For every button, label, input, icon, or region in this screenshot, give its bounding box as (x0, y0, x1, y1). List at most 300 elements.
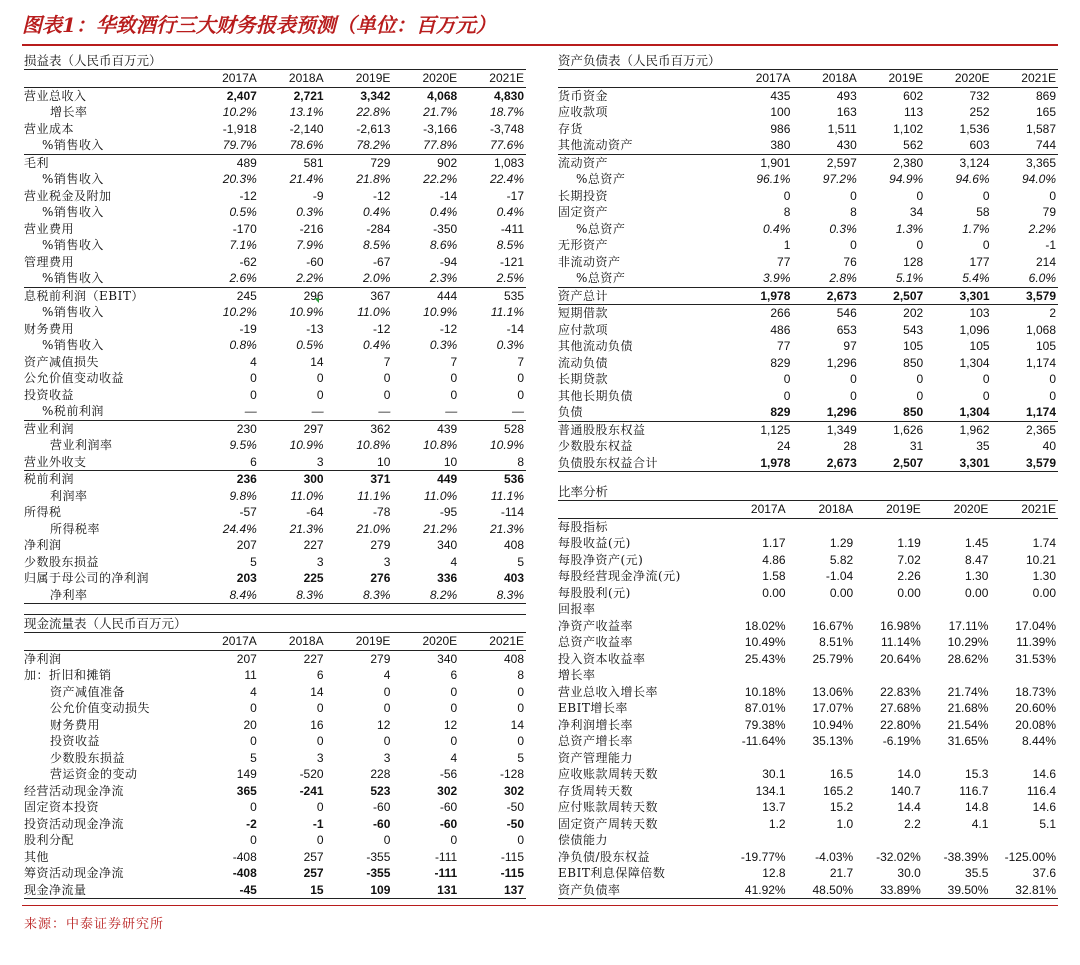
row-label: %销售收入 (24, 137, 192, 154)
table-row (24, 816, 526, 833)
row-label: 净利润增长率 (558, 717, 634, 732)
row-label: 固定资产周转天数 (558, 816, 659, 831)
value-cell: 230 (236, 421, 257, 436)
value-cell: 76 (843, 254, 857, 269)
value-cell: 0 (1049, 372, 1056, 386)
value-cell: 8 (850, 205, 857, 219)
ratio-analysis-panel (558, 483, 1058, 899)
row-label: 营业税金及附加 (24, 188, 112, 203)
table-row (558, 816, 1058, 833)
row-label: 固定资产 (558, 205, 609, 219)
table-row (558, 882, 1058, 899)
value-cell: 1,304 (925, 404, 991, 421)
value-cell: 227 (303, 538, 324, 552)
value-cell: 2,673 (792, 455, 858, 472)
row-label: %销售收入 (42, 305, 104, 319)
value-cell: 829 (770, 355, 791, 370)
value-cell: 3 (383, 554, 391, 569)
table-row (558, 700, 1058, 717)
row-label: 其他流动资产 (558, 137, 726, 154)
value-cell: -284 (366, 221, 391, 236)
value-cell: 14 (310, 684, 324, 699)
table-row (558, 651, 1058, 668)
income-statement-panel (24, 52, 526, 604)
row-label: 流动资产 (558, 155, 609, 170)
value-cell: 236 (236, 472, 257, 486)
table-row (558, 254, 1058, 271)
table-row (558, 799, 1058, 816)
value-cell: 18.02% (744, 618, 786, 633)
value-cell: 4 (383, 668, 391, 682)
row-label: 每股净资产(元) (558, 552, 644, 567)
value-cell: 7 (383, 354, 391, 369)
value-cell: -111 (434, 866, 458, 880)
value-cell: -95 (439, 505, 458, 519)
row-label: 所得税 (24, 505, 62, 519)
value-cell: 3 (316, 750, 324, 765)
value-cell: -170 (232, 221, 257, 236)
value-cell: 0 (783, 372, 791, 386)
value-cell: 7 (450, 354, 458, 369)
row-label: 长期贷款 (558, 372, 609, 386)
value-cell: 2,597 (826, 155, 857, 170)
value-cell: 2,365 (1025, 422, 1056, 437)
value-cell: 35.5 (965, 866, 989, 880)
value-cell: 8.51% (819, 635, 854, 649)
value-cell: 8.6% (429, 238, 458, 252)
value-cell: 77 (777, 339, 791, 353)
value-cell: 13.06% (812, 684, 854, 699)
value-cell: 0 (450, 701, 458, 715)
row-label: 现金净流量 (24, 882, 192, 899)
value-cell: 2.5% (459, 270, 526, 287)
value-cell: 4,068 (427, 88, 458, 103)
value-cell: 362 (370, 421, 391, 436)
value-cell: 0 (850, 188, 857, 203)
value-cell: 0 (982, 238, 990, 252)
table-row (558, 568, 1058, 585)
value-cell: 18.73% (1015, 684, 1056, 699)
row-label: 资产减值损失 (24, 354, 100, 369)
value-cell: 0 (982, 188, 990, 203)
row-label: 固定资本投资 (24, 800, 100, 814)
value-cell: -1 (312, 816, 324, 831)
table-row (24, 337, 526, 354)
table-row (24, 587, 526, 604)
value-cell: 77.6% (459, 137, 526, 154)
table-row (558, 618, 1058, 635)
row-label: 净利润 (24, 538, 62, 552)
value-cell: 1,096 (959, 322, 990, 337)
value-cell: 137 (459, 882, 526, 899)
row-label: 应收款项 (558, 105, 609, 119)
row-label: 少数股东损益 (24, 554, 100, 569)
value-cell: 17.11% (948, 618, 989, 633)
row-label: 投资收益 (50, 734, 101, 748)
value-cell: 0.3% (496, 338, 524, 352)
table-row (24, 488, 526, 505)
value-cell: 1,174 (1025, 355, 1056, 370)
value-cell (990, 667, 1058, 684)
value-cell: 1.30 (965, 569, 989, 583)
value-cell: -520 (299, 767, 324, 781)
value-cell: 1,349 (826, 422, 857, 437)
value-cell: 0.8% (229, 338, 257, 352)
value-cell: -32.02% (876, 849, 921, 864)
value-cell (720, 518, 788, 535)
value-cell: 8 (517, 668, 524, 682)
value-cell: 297 (303, 421, 324, 436)
cashflow-statement-title: 现金流量表（人民币百万元） (24, 614, 526, 633)
year-header-cell: 2021E (992, 70, 1058, 87)
value-cell: 21.68% (947, 701, 989, 715)
value-cell: -128 (499, 767, 524, 781)
value-cell: 165 (1035, 105, 1056, 119)
value-cell: 177 (969, 254, 990, 269)
row-label: %销售收入 (24, 270, 192, 287)
value-cell: 0.5% (296, 338, 324, 352)
value-cell: 0 (916, 238, 924, 252)
value-cell: 31 (909, 439, 924, 453)
row-label: 少数股东损益 (50, 750, 126, 765)
value-cell: -1.04 (825, 569, 854, 583)
value-cell: 11 (244, 668, 257, 682)
value-cell: -2,613 (356, 121, 391, 136)
value-cell: 8.2% (392, 587, 459, 604)
value-cell: -241 (299, 783, 324, 798)
value-cell: 113 (904, 105, 924, 119)
value-cell: 543 (903, 322, 924, 337)
value-cell: -19 (239, 321, 257, 336)
table-row (558, 287, 1058, 305)
value-cell: 0 (850, 238, 857, 252)
value-cell: 103 (969, 306, 990, 320)
value-cell: — (326, 403, 393, 420)
value-cell: 252 (969, 105, 990, 119)
row-label: 营业总收入 (24, 88, 87, 103)
value-cell: 10.21 (1025, 552, 1056, 567)
year-header-cell: 2018A (788, 501, 856, 518)
value-cell: 21.2% (423, 521, 458, 536)
value-cell: 15.3 (965, 767, 989, 781)
value-cell: 17.07% (812, 701, 854, 715)
value-cell: 0 (383, 701, 391, 715)
row-label: 每股股利(元) (558, 585, 631, 600)
value-cell: 15.2 (829, 800, 854, 814)
header-label-cell (558, 70, 726, 87)
table-row (558, 733, 1058, 750)
value-cell: 28 (843, 439, 857, 453)
value-cell: 16.67% (812, 618, 854, 633)
value-cell: 17.04% (1015, 618, 1056, 633)
value-cell (923, 518, 991, 535)
value-cell: 10.9% (423, 305, 458, 319)
value-cell: 0.00 (1032, 585, 1056, 600)
table-row (558, 634, 1058, 651)
value-cell: 10.9% (489, 438, 524, 452)
value-cell: 0 (383, 387, 391, 402)
value-cell: 30.1 (762, 767, 786, 781)
value-cell: 10.18% (744, 684, 786, 699)
value-cell: 34 (909, 205, 924, 219)
year-header-row (24, 633, 526, 650)
row-label: 每股收益(元) (558, 536, 631, 550)
value-cell: 986 (770, 121, 791, 136)
value-cell: 0 (982, 372, 990, 386)
value-cell: 11.1% (490, 488, 524, 503)
value-cell: 1.58 (762, 569, 786, 583)
value-cell: 40 (1042, 439, 1056, 453)
table-row (24, 137, 526, 154)
value-cell: 1 (783, 238, 791, 252)
table-row (558, 322, 1058, 339)
value-cell: 439 (437, 421, 458, 436)
row-label: 财务费用 (24, 321, 75, 336)
value-cell: 1.7% (962, 221, 990, 236)
value-cell: -355 (366, 866, 391, 880)
value-cell: 25.79% (812, 651, 854, 666)
value-cell: -60 (439, 816, 458, 831)
value-cell: 8 (783, 205, 791, 219)
value-cell: 134.1 (755, 783, 786, 798)
row-label: EBIT增长率 (558, 701, 628, 715)
balance-sheet-table (558, 70, 1058, 472)
value-cell: 449 (437, 472, 458, 486)
table-row (558, 684, 1058, 701)
value-cell: -2 (246, 816, 257, 831)
value-cell: 30.0 (897, 866, 921, 880)
value-cell: -60 (439, 800, 458, 814)
row-label: 资产总计 (558, 287, 726, 305)
value-cell: 0 (450, 371, 458, 385)
value-cell: 31.53% (1015, 651, 1056, 666)
value-cell: 850 (903, 355, 924, 370)
value-cell: 300 (303, 472, 324, 486)
row-label: %销售收入 (42, 238, 104, 252)
value-cell: 8.3% (459, 587, 526, 604)
value-cell: 6 (316, 668, 324, 682)
table-row (558, 552, 1058, 569)
row-label: 其他流动负债 (558, 339, 634, 353)
value-cell: 435 (770, 88, 791, 103)
table-row (24, 471, 526, 488)
value-cell: 10.94% (812, 717, 854, 732)
value-cell: 430 (792, 137, 858, 154)
value-cell: 21.7% (423, 105, 458, 119)
table-row (558, 585, 1058, 602)
value-cell: 0.4% (496, 205, 524, 219)
row-label: 投资收益 (24, 387, 75, 402)
value-cell (788, 601, 856, 618)
value-cell: 22.83% (880, 684, 921, 699)
value-cell: 21.3% (289, 521, 324, 536)
value-cell: 14.6 (1032, 767, 1056, 781)
value-cell: -115 (500, 866, 524, 880)
value-cell: 0 (250, 387, 257, 402)
value-cell: 94.9% (889, 172, 924, 186)
value-cell: 3,342 (360, 88, 391, 103)
value-cell: -9 (312, 188, 324, 203)
value-cell: 77.8% (392, 137, 459, 154)
table-row (558, 832, 1058, 849)
value-cell: 4.1 (971, 816, 989, 831)
value-cell: -12 (373, 321, 391, 336)
table-row (558, 849, 1058, 866)
row-label: 净利润 (24, 651, 62, 666)
table-row (24, 865, 526, 882)
value-cell: 444 (437, 288, 458, 303)
value-cell: 33.89% (855, 882, 923, 899)
value-cell: 11.1% (357, 488, 391, 503)
value-cell: -1 (1045, 238, 1056, 252)
row-label: 利润率 (50, 488, 88, 503)
year-header-row (24, 70, 526, 87)
value-cell: -94 (439, 254, 458, 269)
value-cell: 11.0% (357, 305, 391, 319)
value-cell: 109 (326, 882, 393, 899)
row-label: 每股经营现金净流(元) (558, 569, 681, 583)
table-row (24, 832, 526, 849)
value-cell: 729 (370, 155, 391, 170)
value-cell: 0 (916, 188, 924, 203)
value-cell: 8.3% (326, 587, 393, 604)
value-cell: 8.47 (965, 552, 989, 567)
value-cell: 97.2% (822, 172, 857, 186)
value-cell: 20 (243, 717, 257, 732)
value-cell (990, 601, 1058, 618)
row-label: 应收账款周转天数 (558, 767, 659, 781)
value-cell: 0 (383, 734, 391, 748)
value-cell: 546 (836, 306, 857, 320)
value-cell: 12 (377, 717, 391, 732)
value-cell: 8.44% (1021, 734, 1056, 748)
row-label: 短期借款 (558, 306, 609, 320)
value-cell: 35.13% (812, 734, 854, 748)
value-cell (855, 750, 923, 767)
row-label: 资产管理能力 (558, 750, 634, 765)
value-cell: 0 (517, 833, 524, 847)
year-header-cell: 2019E (326, 70, 393, 87)
value-cell: 22.8% (356, 105, 391, 119)
value-cell: 2 (1049, 306, 1056, 320)
row-label: %销售收入 (42, 172, 104, 186)
table-row (558, 87, 1058, 104)
value-cell: 5.1 (1039, 816, 1056, 831)
table-row (24, 849, 526, 866)
value-cell: -50 (506, 816, 524, 831)
value-cell: -45 (192, 882, 259, 899)
value-cell: 1.0 (836, 816, 854, 831)
value-cell: 5 (517, 750, 524, 765)
year-header-cell: 2017A (192, 70, 259, 87)
value-cell: 58 (976, 205, 990, 219)
value-cell: 21.0% (356, 521, 391, 536)
value-cell: -11.64% (741, 734, 786, 748)
value-cell: — (459, 403, 526, 420)
value-cell: 302 (503, 783, 524, 798)
table-row (24, 254, 526, 271)
row-label: 经营活动现金净流 (24, 783, 125, 798)
table-row (24, 154, 526, 171)
row-label: %总资产 (576, 271, 626, 285)
value-cell (923, 750, 991, 767)
value-cell: 5.82 (829, 552, 854, 567)
value-cell: 1,536 (959, 121, 990, 136)
table-row (558, 404, 1058, 421)
value-cell: 0 (450, 684, 458, 699)
value-cell: 0 (450, 734, 458, 748)
value-cell: 87.01% (744, 701, 786, 715)
value-cell: 10.2% (222, 105, 257, 119)
value-cell: 202 (903, 306, 924, 320)
table-row (558, 188, 1058, 205)
value-cell: 3,579 (992, 455, 1058, 472)
table-row (558, 717, 1058, 734)
table-row (24, 287, 526, 304)
value-cell: 0.4% (363, 205, 391, 219)
value-cell: 2.6% (192, 270, 259, 287)
value-cell: 4 (250, 684, 257, 699)
value-cell: -1,918 (222, 121, 257, 136)
value-cell: -408 (232, 849, 257, 864)
year-header-cell: 2017A (192, 633, 259, 650)
table-row (558, 171, 1058, 188)
row-label: 其他长期负债 (558, 388, 634, 403)
value-cell: 850 (859, 404, 925, 421)
table-row (24, 437, 526, 454)
value-cell: 2,673 (792, 287, 858, 305)
figure-title: 图表1：华致酒行三大财务报表预测（单位：百万元） (22, 13, 496, 37)
row-label: 应付账款周转天数 (558, 800, 659, 814)
table-row (558, 667, 1058, 684)
value-cell: 257 (303, 866, 324, 880)
row-label: 应付款项 (558, 322, 609, 337)
table-row (558, 438, 1058, 455)
row-label: 息税前利润（EBIT） (24, 288, 144, 303)
value-cell: 96.1% (756, 172, 791, 186)
value-cell: 11.1% (490, 305, 524, 319)
value-cell: 203 (236, 571, 257, 585)
value-cell: 340 (437, 651, 458, 666)
ratio-analysis-table (558, 501, 1058, 899)
value-cell: 7 (517, 354, 524, 369)
value-cell: 8.3% (259, 587, 326, 604)
row-label: 存货周转天数 (558, 783, 634, 798)
value-cell: 1,068 (1025, 322, 1056, 337)
value-cell: 10.29% (947, 635, 989, 649)
value-cell: 3,365 (1025, 155, 1056, 170)
value-cell: 78.2% (326, 137, 393, 154)
value-cell: 536 (503, 472, 524, 486)
value-cell: 0 (250, 701, 257, 715)
row-label: %税前利润 (24, 403, 192, 420)
value-cell: -14 (506, 321, 524, 336)
table-row (558, 204, 1058, 221)
value-cell: -12 (239, 188, 257, 203)
row-label: %销售收入 (42, 205, 104, 219)
row-label: 无形资产 (558, 238, 609, 252)
value-cell: 1,978 (726, 287, 792, 305)
value-cell: 2.8% (829, 271, 857, 285)
value-cell: 3.9% (763, 271, 791, 285)
value-cell: 22.4% (489, 172, 524, 186)
value-cell: 5.4% (962, 271, 990, 285)
value-cell: 0.00 (965, 585, 989, 600)
row-label: 公允价值变动损失 (50, 701, 151, 715)
value-cell: 603 (925, 137, 991, 154)
value-cell: 10.9% (289, 438, 324, 452)
row-label: 长期投资 (558, 188, 609, 203)
